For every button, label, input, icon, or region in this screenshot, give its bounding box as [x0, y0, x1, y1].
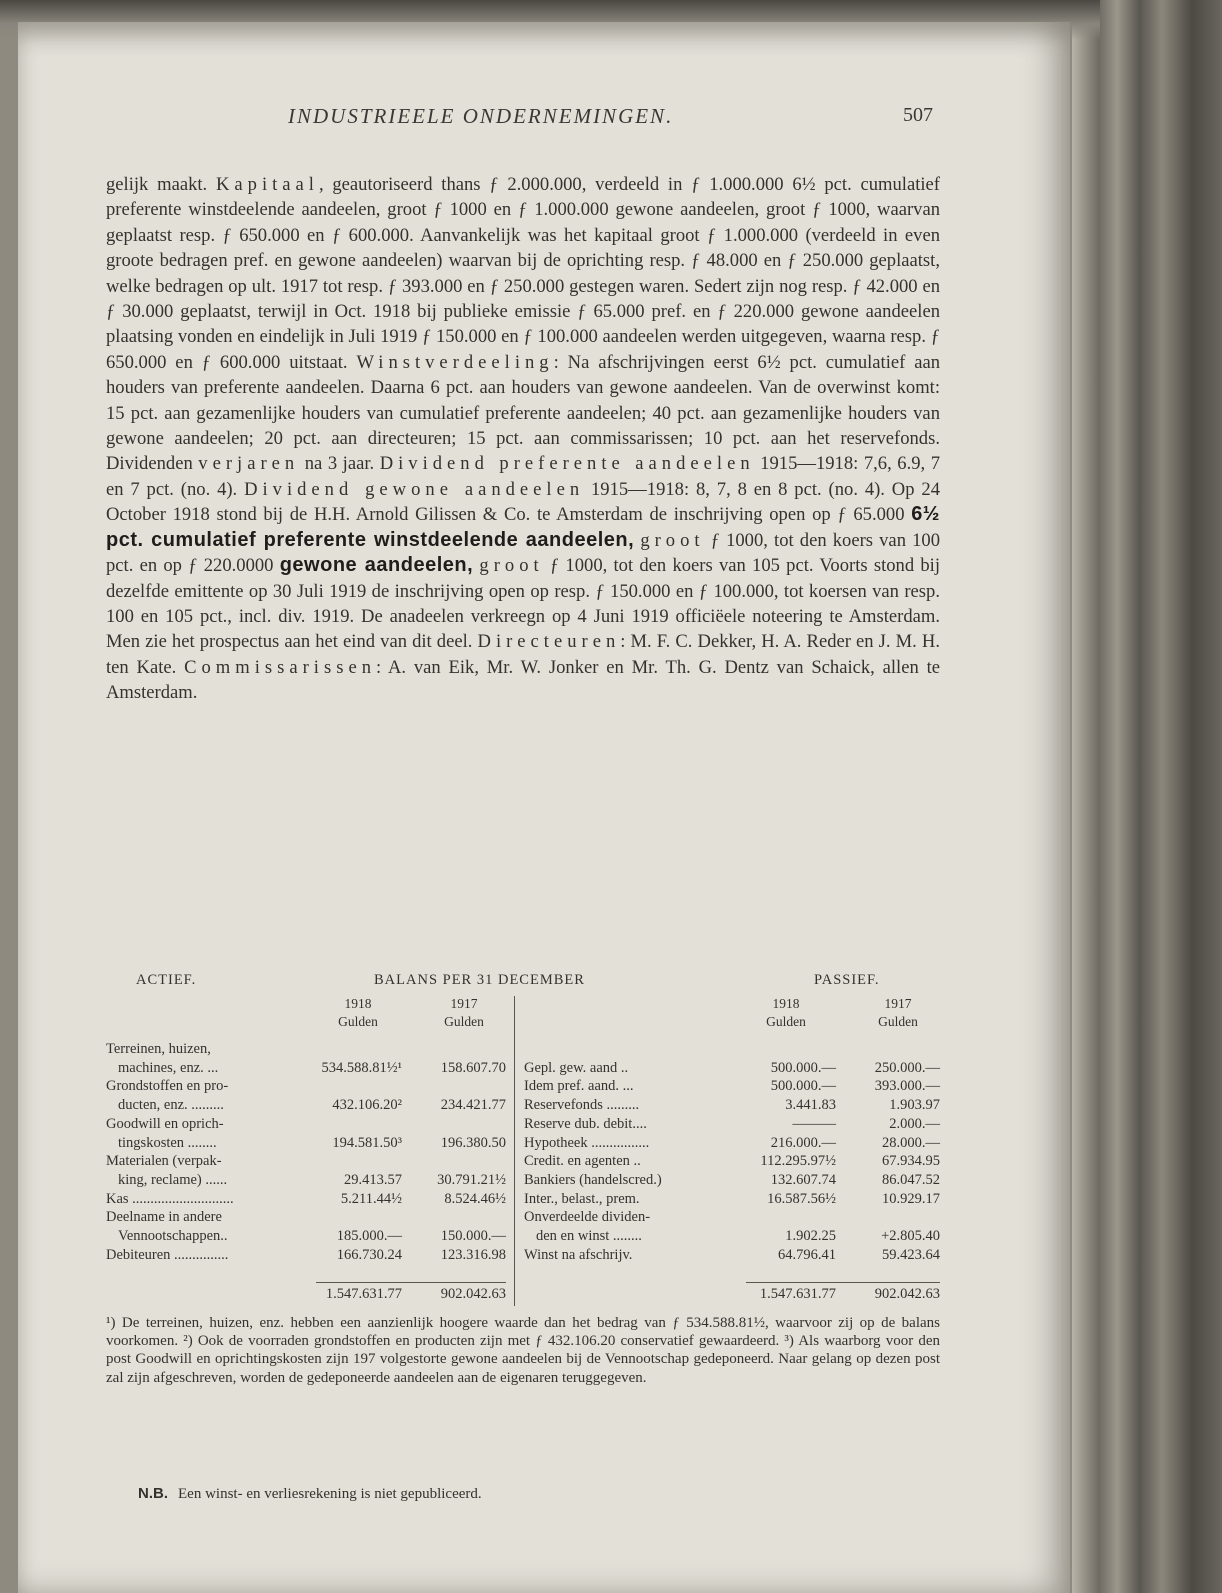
value-1918: 534.588.81½¹: [321, 1059, 402, 1076]
value-1917: 59.423.64: [882, 1246, 940, 1263]
liability-row: [106, 1246, 940, 1264]
running-head-title: INDUSTRIEELE ONDERNEMINGEN.: [288, 104, 674, 128]
liability-row: [106, 1152, 940, 1170]
page-number: 507: [903, 104, 933, 126]
value-1917: 1.903.97: [889, 1097, 940, 1114]
spaced-keyword-dividend-preferente: Dividend preferente aandeelen: [379, 453, 755, 475]
value-1918: 194.581.50³: [332, 1134, 402, 1151]
assets-total-rule: [316, 1282, 506, 1283]
row-label: Inter., belast., prem.: [524, 1190, 640, 1207]
text-run: gelijk maakt.: [106, 174, 216, 195]
row-label: Credit. en agenten ..: [524, 1153, 641, 1170]
value-1918: 432.106.20²: [332, 1097, 402, 1114]
nb-note: [138, 1485, 838, 1503]
bold-heading-preferente: 6½ pct. cumulatief preferente winstdeelende aandeelen,: [106, 503, 940, 551]
row-label: king, reclame) ......: [118, 1171, 228, 1188]
spaced-keyword-directeuren: Directeuren: [477, 631, 621, 653]
value-1917: 67.934.95: [882, 1153, 940, 1170]
row-label: Idem pref. aand. ...: [524, 1078, 634, 1095]
text-run: : Na afschrijvingen eerst 6½ pct. cumulatief aan houders van preferente aandeelen. Daarna 6 pct. aan houders van gewone aandeelen. Van de overwinst komt: 15 pct. aan gezamenlijke houders van cumulatief preferente aandeelen; 40 pct. aan gezamenlijke houders van gewone aandeelen; 20 pct. aan directeuren; 15 pct. aan commissarissen; 10 pct. aan het reservefonds. Dividenden: [106, 351, 940, 475]
liability-row: [106, 1059, 940, 1077]
text-run: , geautoriseerd thans ƒ 2.000.000, verdeeld in ƒ 1.000.000 6½ pct. cumulatief preferente winstdeelende aandeelen, groot ƒ 1000 en ƒ 1.000.000 gewone aandeelen, groot ƒ 1000, waarvan geplaatst resp. ƒ 650.000 en ƒ 600.000. Aanvankelijk was het kapitaal groot ƒ 1.000.000 (verdeeld in even groote bedragen pref. en gewone aandeelen) waarvan bij de oprichting resp. ƒ 48.000 en ƒ 250.000 geplaatst, welke bedragen op ult. 1917 tot resp. ƒ 393.000 en ƒ 250.000 gestegen waren. Sedert zijn nog resp. ƒ 42.000 en ƒ 30.000 geplaatst, terwijl in Oct. 1918 bij publieke emissie ƒ 65.000 pref. en ƒ 220.000 gewone aandeelen plaatsing vonden en eindelijk in Juli 1919 ƒ 150.000 en ƒ 100.000 aandeelen werden uitgegeven, waarna resp. ƒ 650.000 en ƒ 600.000 uitstaat.: [106, 174, 940, 373]
value-1917: 393.000.—: [874, 1078, 940, 1095]
company-description: [106, 172, 940, 706]
nb-label: N.B.: [138, 1485, 168, 1502]
row-label: Reserve dub. debit....: [524, 1115, 647, 1132]
spaced-keyword-verjaren: verjaren: [198, 453, 300, 475]
liability-row: [106, 1115, 940, 1133]
row-label: Bankiers (handelscred.): [524, 1171, 662, 1188]
value-1917: 10.929.17: [882, 1190, 940, 1207]
row-label: Winst na afschrijv.: [524, 1246, 633, 1263]
totals-row: [106, 1286, 940, 1304]
row-label: Gepl. gew. aand ..: [524, 1059, 629, 1076]
asset-unit-1918: Gulden: [338, 1014, 378, 1029]
text-run: 1915—1918: 8, 7, 8 en 8 pct. (no. 4). Op 24 October 1918 stond bij de H.H. Arnold Gilissen & Co. te Amsterdam de inschrijving open op ƒ 65.000: [106, 478, 940, 526]
liability-row: [106, 1096, 940, 1114]
row-label: Debiteuren ...............: [106, 1246, 229, 1263]
value-1917: 234.421.77: [440, 1097, 506, 1114]
total-liabilities-1917: 902.042.63: [874, 1286, 940, 1302]
total-liabilities-1918: 1.547.631.77: [759, 1286, 836, 1302]
nb-text: Een winst- en verliesrekening is niet gepubliceerd.: [178, 1486, 482, 1502]
row-label: machines, enz. ...: [118, 1059, 219, 1076]
liability-row: [106, 1227, 940, 1245]
value-1918: ———: [792, 1115, 836, 1132]
value-1918: 166.730.24: [336, 1246, 402, 1263]
liability-row: [106, 1077, 940, 1095]
total-assets-1918: 1.547.631.77: [325, 1286, 402, 1302]
value-1917: 2.000.—: [889, 1115, 940, 1132]
liab-year-1918: 1918: [772, 996, 800, 1011]
book-edge: [1072, 0, 1222, 1593]
liability-row: [106, 1190, 940, 1208]
value-1918: 29.413.57: [344, 1171, 402, 1188]
spaced-keyword-kapitaal: Kapitaal: [215, 174, 319, 195]
text-run: : M. F. C. Dekker, H. A. Reder en J. M. H. ten Kate.: [106, 631, 940, 678]
asset-year-1917: 1917: [450, 996, 478, 1011]
row-label: ducten, enz. .........: [118, 1097, 224, 1114]
value-1917: 123.316.98: [440, 1246, 506, 1263]
value-1918: 5.211.44½: [340, 1190, 402, 1207]
value-1918: 112.295.97½: [760, 1153, 836, 1170]
row-label: Goodwill en oprich-: [106, 1115, 224, 1132]
liability-row: [106, 1134, 940, 1152]
row-label: Materialen (verpak-: [106, 1153, 222, 1170]
value-1917: +2.805.40: [881, 1228, 940, 1244]
row-label: den en winst ........: [536, 1228, 642, 1244]
value-1918: 500.000.—: [770, 1059, 836, 1076]
liab-unit-1918: Gulden: [766, 1014, 806, 1029]
liab-year-1917: 1917: [884, 996, 912, 1011]
liabilities-total-rule: [746, 1282, 940, 1283]
value-1918: 132.607.74: [770, 1171, 836, 1188]
spaced-keyword-winstverdeeling: Winstverdeeling: [356, 351, 554, 373]
value-1917: 8.524.46½: [444, 1190, 506, 1207]
value-1918: 64.796.41: [778, 1246, 836, 1263]
description-paragraph: [106, 172, 940, 706]
value-1917: 158.607.70: [440, 1059, 506, 1076]
value-1917: 86.047.52: [882, 1171, 940, 1188]
liability-row: [106, 1040, 940, 1058]
value-1917: 250.000.—: [874, 1059, 940, 1076]
row-label: Terreinen, huizen,: [106, 1041, 211, 1057]
document-page: [18, 22, 1070, 1593]
value-1918: 16.587.56½: [767, 1190, 836, 1207]
spaced-keyword-groot: groot: [479, 555, 544, 577]
total-assets-1917: 902.042.63: [440, 1286, 506, 1302]
value-1917: 28.000.—: [882, 1134, 940, 1151]
value-1917: 150.000.—: [440, 1228, 506, 1244]
spaced-keyword-dividend-gewone: Dividend gewone aandeelen: [244, 478, 585, 500]
actief-label: ACTIEF.: [136, 972, 197, 988]
liability-row: [106, 1171, 940, 1189]
row-label: Vennootschappen..: [118, 1228, 228, 1244]
value-1917: 196.380.50: [440, 1134, 506, 1151]
balance-sheet: [106, 972, 940, 1312]
row-label: Kas ............................: [106, 1190, 234, 1207]
value-1918: 3.441.83: [785, 1097, 836, 1114]
text-run: 1915—1918: 7,6, 6.9, 7 en 7 pct. (no. 4).: [106, 453, 940, 500]
liability-row: [106, 1208, 940, 1226]
text-run: : A. van Eik, Mr. W. Jonker en Mr. Th. G. Dentz van Schaick, allen te Amsterdam.: [106, 656, 941, 704]
text-run: ƒ 1000, tot den koers van 105 pct. Voorts stond bij dezelfde emittente op 30 Juli 1919 de inschrijving open op resp. ƒ 150.000 en ƒ 100.000, tot koersen van resp. 100 en 105 pct., incl. div. 1919. De anadeelen verkreegn op 4 Juni 1919 officiëele noteering te Amsterdam. Men zie het prospectus aan het eind van dit deel.: [106, 555, 941, 653]
passief-label: PASSIEF.: [814, 972, 880, 988]
spaced-keyword-groot: groot: [640, 529, 705, 551]
bold-heading-gewone: gewone aandeelen,: [279, 554, 474, 577]
row-label: Reservefonds .........: [524, 1097, 640, 1114]
asset-year-1918: 1918: [344, 996, 372, 1011]
value-1918: 216.000.—: [770, 1134, 836, 1151]
value-1918: 500.000.—: [770, 1078, 836, 1095]
row-label: Deelname in andere: [106, 1209, 222, 1226]
value-1918: 185.000.—: [336, 1228, 402, 1244]
row-label: Hypotheek ................: [524, 1134, 650, 1151]
liab-unit-1917: Gulden: [878, 1014, 918, 1029]
row-label: Grondstoffen en pro-: [106, 1078, 229, 1095]
text-run: ƒ 1000, tot den koers van 100 pct. en op ƒ 220.0000: [106, 529, 940, 577]
footnotes: ¹) De terreinen, huizen, enz. hebben een aanzienlijk hoogere waarde dan het bedrag van ƒ 534.588.81½, waarvoor zij op de balans voorkomen. ²) Ook de voorraden grondstoffen en producten zijn met ƒ 432.106.20 conservatief gewaardeerd. ³) Als waarborg voor den post Goodwill en oprichtingskosten zijn 197 volgestorte gewone aandeelen bij de Vennootschap gedeponeerd. Naar gelang op dezen post zal zijn afgeschreven, worden de gedeponeerde aandeelen aan de eigenaren teruggegeven.: [106, 1315, 940, 1386]
balance-header: [106, 972, 940, 992]
balance-title: BALANS PER 31 DECEMBER: [374, 972, 585, 988]
spaced-keyword-commissarissen: Commissarissen: [184, 656, 376, 678]
value-1917: 30.791.21½: [437, 1171, 506, 1188]
asset-unit-1917: Gulden: [444, 1014, 484, 1029]
text-run: na 3 jaar.: [299, 453, 380, 475]
row-label: tingskosten ........: [118, 1134, 217, 1151]
running-head: [18, 104, 938, 134]
row-label: Onverdeelde dividen-: [524, 1209, 651, 1226]
value-1918: 1.902.25: [785, 1228, 836, 1244]
